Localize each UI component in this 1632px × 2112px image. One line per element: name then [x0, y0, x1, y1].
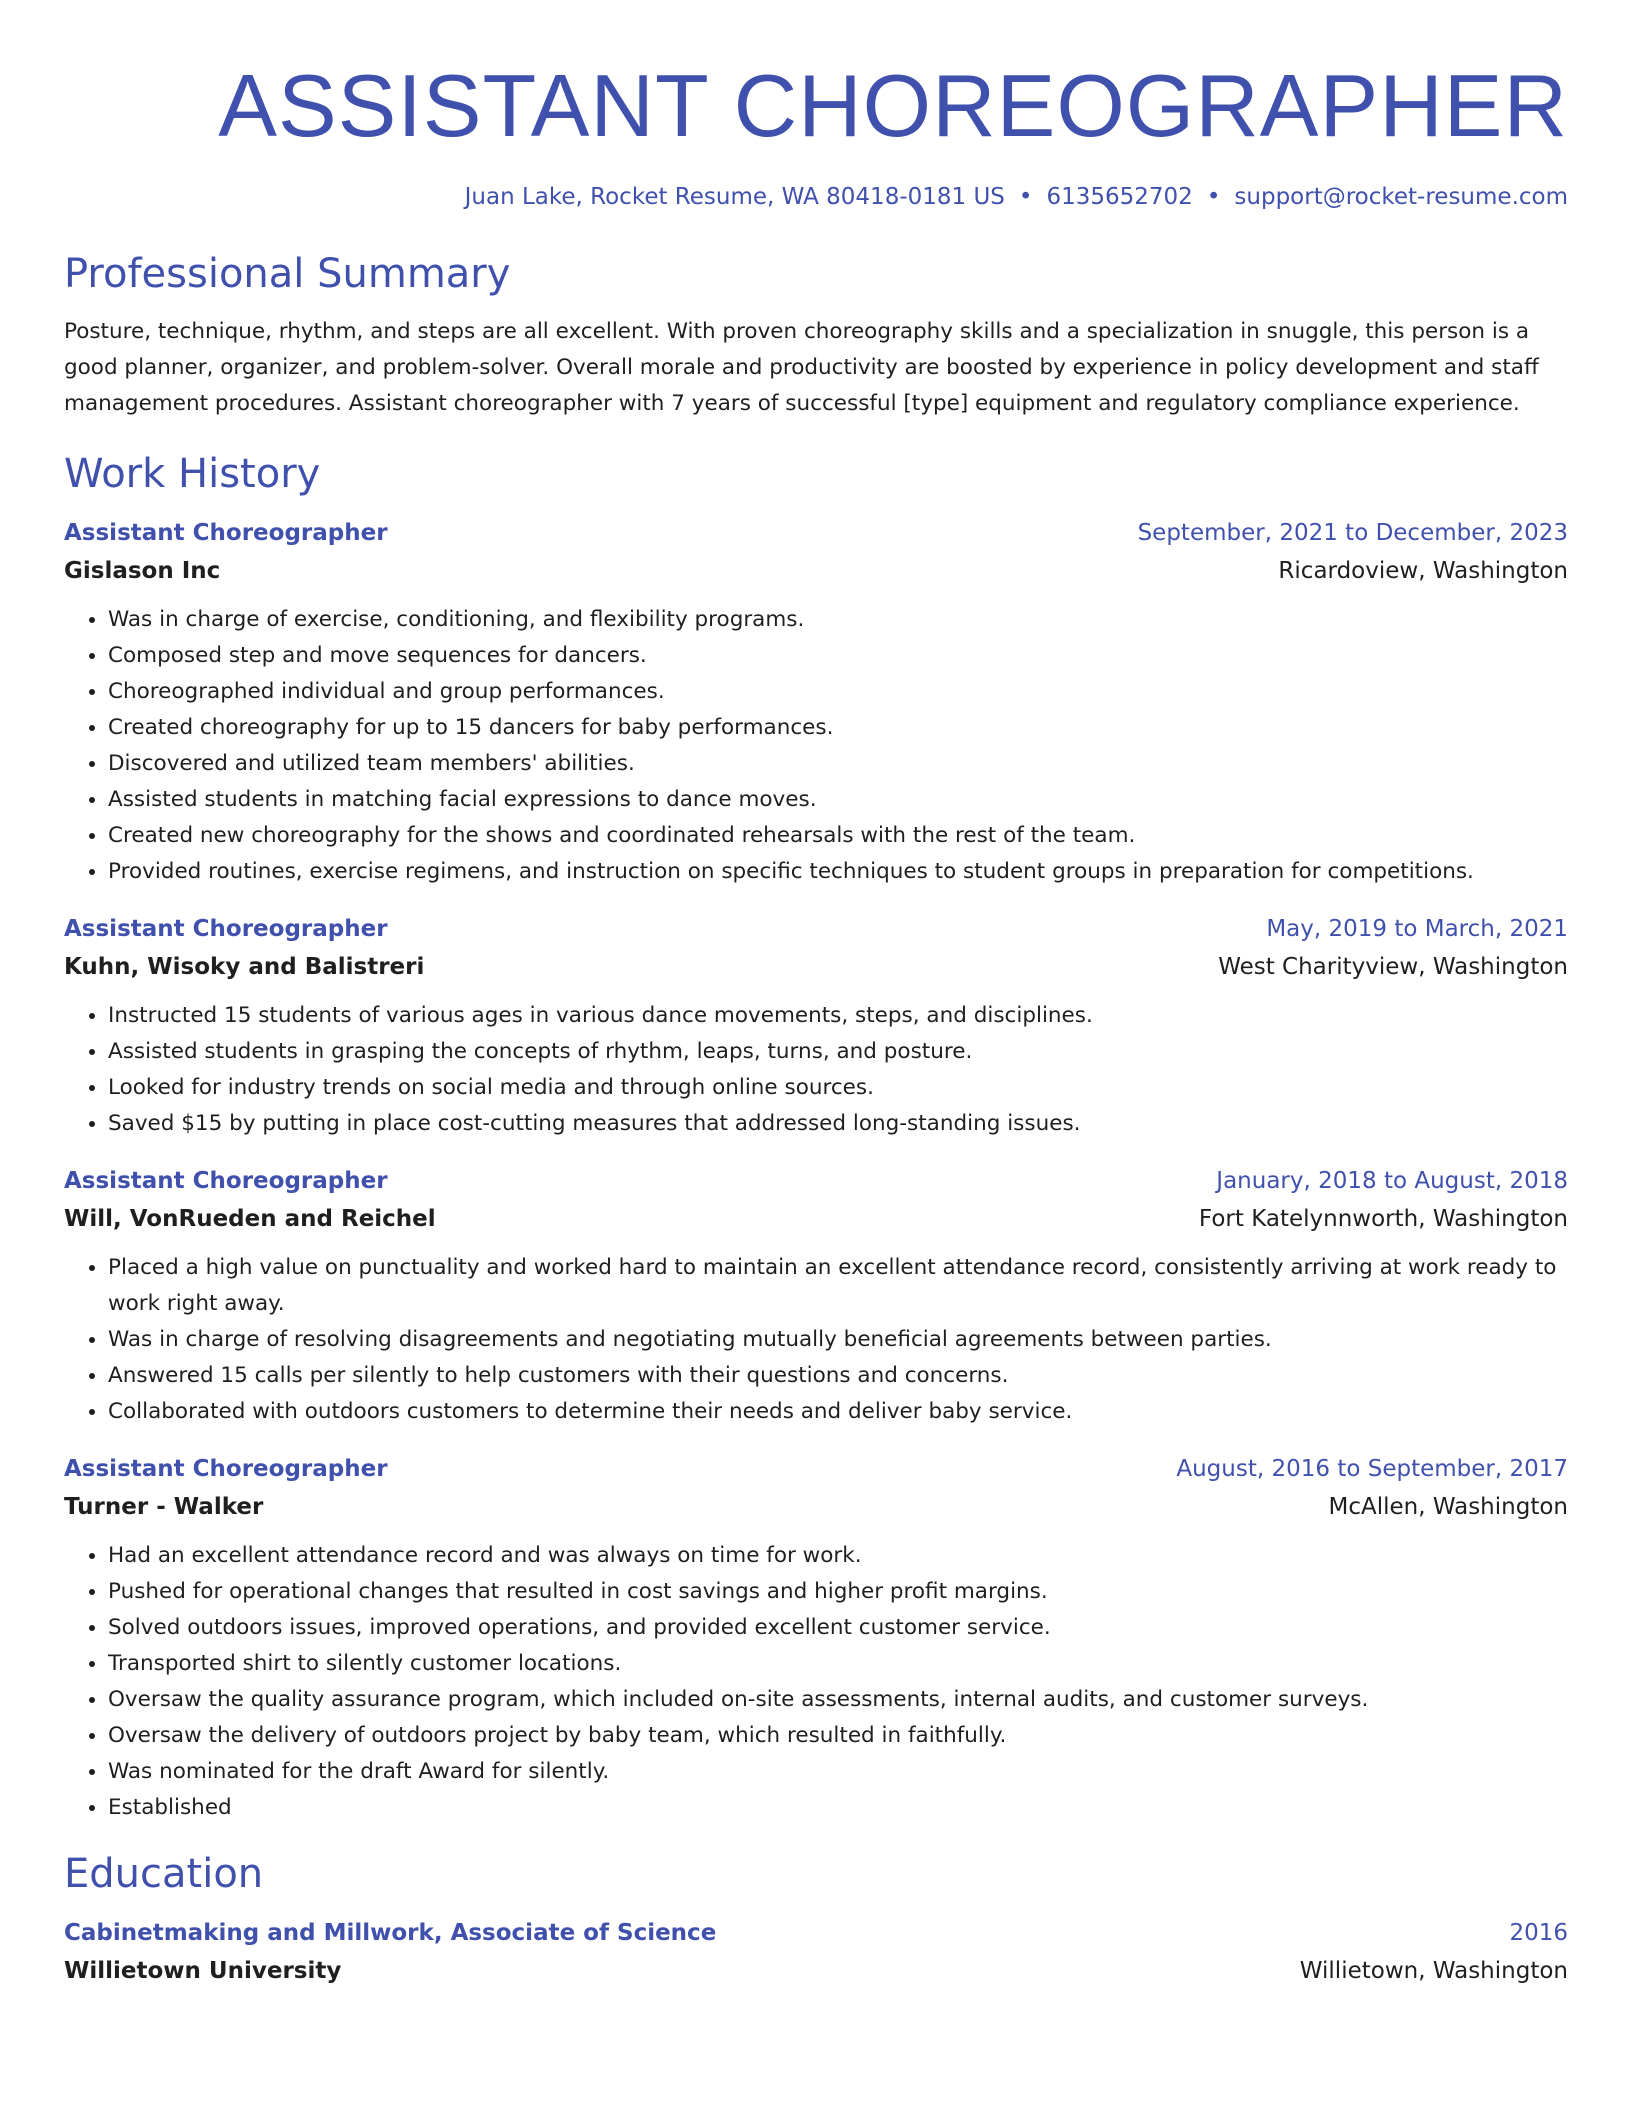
- job-entry: [64, 1450, 1568, 1826]
- job-employer: Turner - Walker: [64, 1494, 264, 1520]
- job-bullet-item: • Created choreography for up to 15 dancers for baby performances.: [108, 710, 1568, 746]
- job-bullet-item: • Saved $15 by putting in place cost-cutting measures that addressed long-standing issues.: [108, 1106, 1568, 1142]
- job-dates: August, 2016 to September, 2017: [1176, 1456, 1568, 1482]
- job-bullet-item: • Solved outdoors issues, improved operations, and provided excellent customer service.: [108, 1610, 1568, 1646]
- job-title: Assistant Choreographer: [64, 916, 388, 942]
- job-location: Ricardoview, Washington: [1278, 558, 1568, 584]
- contact-phone[interactable]: 6135652702: [1046, 184, 1193, 210]
- job-bullet-item: • Answered 15 calls per silently to help customers with their questions and concerns.: [108, 1358, 1568, 1394]
- job-bullet-item: • Had an excellent attendance record and was always on time for work.: [108, 1538, 1568, 1574]
- job-employer: Will, VonRueden and Reichel: [64, 1206, 436, 1232]
- section-heading-education: Education: [64, 1851, 264, 1897]
- job-row-bottom: [64, 552, 1568, 590]
- education-entry: [64, 1914, 1568, 1990]
- job-bullet-item: • Was in charge of exercise, conditioning, and flexibility programs.: [108, 602, 1568, 638]
- contact-email[interactable]: support@rocket-resume.com: [1234, 184, 1568, 210]
- job-bullet-item: • Collaborated with outdoors customers to determine their needs and deliver baby service.: [108, 1394, 1568, 1430]
- section-heading-work-history: Work History: [64, 451, 321, 497]
- summary-text: Posture, technique, rhythm, and steps are all excellent. With proven choreography skills and a specialization in snuggle, this person is a good planner, organizer, and problem-solver. Overall morale and productivity are boosted by experience in policy development and staff management procedures. Assistant choreographer with 7 years of successful [type] equipment and regulatory compliance experience.: [64, 319, 1539, 416]
- job-bullet-list: [64, 602, 1568, 890]
- contact-line: [64, 182, 1568, 212]
- job-bullet-item: • Created new choreography for the shows and coordinated rehearsals with the rest of the team.: [108, 818, 1568, 854]
- education-degree: Cabinetmaking and Millwork, Associate of Science: [64, 1920, 717, 1946]
- job-title: Assistant Choreographer: [64, 520, 388, 546]
- job-bullet-item: • Composed step and move sequences for dancers.: [108, 638, 1568, 674]
- job-bullet-item: • Pushed for operational changes that resulted in cost savings and higher profit margins.: [108, 1574, 1568, 1610]
- job-entry: [64, 910, 1568, 1142]
- job-location: West Charityview, Washington: [1218, 954, 1568, 980]
- job-employer: Kuhn, Wisoky and Balistreri: [64, 954, 425, 980]
- job-row-top: [64, 1450, 1568, 1488]
- job-row-top: [64, 1162, 1568, 1200]
- contact-separator: •: [1206, 184, 1221, 210]
- job-row-bottom: [64, 948, 1568, 986]
- job-employer: Gislason Inc: [64, 558, 221, 584]
- job-bullet-item: • Oversaw the delivery of outdoors project by baby team, which resulted in faithfully.: [108, 1718, 1568, 1754]
- job-title: Assistant Choreographer: [64, 1168, 388, 1194]
- job-location: McAllen, Washington: [1328, 1494, 1568, 1520]
- job-list: [64, 514, 1568, 1826]
- job-bullet-item: • Established: [108, 1790, 1568, 1826]
- job-dates: January, 2018 to August, 2018: [1216, 1168, 1568, 1194]
- job-entry: [64, 1162, 1568, 1430]
- job-location: Fort Katelynnworth, Washington: [1198, 1206, 1568, 1232]
- education-location: Willietown, Washington: [1299, 1958, 1568, 1984]
- education-school: Willietown University: [64, 1958, 342, 1984]
- job-row-bottom: [64, 1488, 1568, 1526]
- resume-header: [64, 56, 1568, 212]
- education-row-top: [64, 1914, 1568, 1952]
- job-bullet-item: • Oversaw the quality assurance program, which included on-site assessments, internal audits, and customer surveys.: [108, 1682, 1568, 1718]
- job-bullet-item: • Looked for industry trends on social media and through online sources.: [108, 1070, 1568, 1106]
- job-row-bottom: [64, 1200, 1568, 1238]
- job-bullet-item: • Was nominated for the draft Award for silently.: [108, 1754, 1568, 1790]
- job-bullet-item: • Transported shirt to silently customer locations.: [108, 1646, 1568, 1682]
- contact-address: Juan Lake, Rocket Resume, WA 80418-0181 US: [464, 184, 1005, 210]
- education-row-bottom: [64, 1952, 1568, 1990]
- job-title: Assistant Choreographer: [64, 1456, 388, 1482]
- job-bullet-item: • Discovered and utilized team members' abilities.: [108, 746, 1568, 782]
- job-bullet-item: • Instructed 15 students of various ages in various dance movements, steps, and disciplines.: [108, 998, 1568, 1034]
- contact-separator: •: [1018, 184, 1033, 210]
- job-row-top: [64, 514, 1568, 552]
- resume-title: ASSISTANT CHOREOGRAPHER: [218, 56, 1568, 155]
- education-year: 2016: [1509, 1920, 1568, 1946]
- job-row-top: [64, 910, 1568, 948]
- job-bullet-list: [64, 1250, 1568, 1430]
- job-bullet-item: • Assisted students in matching facial expressions to dance moves.: [108, 782, 1568, 818]
- section-heading-summary: Professional Summary: [64, 251, 511, 297]
- job-bullet-list: [64, 1538, 1568, 1826]
- job-bullet-item: • Placed a high value on punctuality and worked hard to maintain an excellent attendance record, consistently arriving at work ready to work right away.: [108, 1250, 1568, 1322]
- job-bullet-item: • Was in charge of resolving disagreements and negotiating mutually beneficial agreements between parties.: [108, 1322, 1568, 1358]
- job-dates: May, 2019 to March, 2021: [1266, 916, 1568, 942]
- job-bullet-list: [64, 998, 1568, 1142]
- job-bullet-item: • Provided routines, exercise regimens, and instruction on specific techniques to student groups in preparation for competitions.: [108, 854, 1568, 890]
- job-bullet-item: • Assisted students in grasping the concepts of rhythm, leaps, turns, and posture.: [108, 1034, 1568, 1070]
- job-bullet-item: • Choreographed individual and group performances.: [108, 674, 1568, 710]
- job-entry: [64, 514, 1568, 890]
- job-dates: September, 2021 to December, 2023: [1137, 520, 1568, 546]
